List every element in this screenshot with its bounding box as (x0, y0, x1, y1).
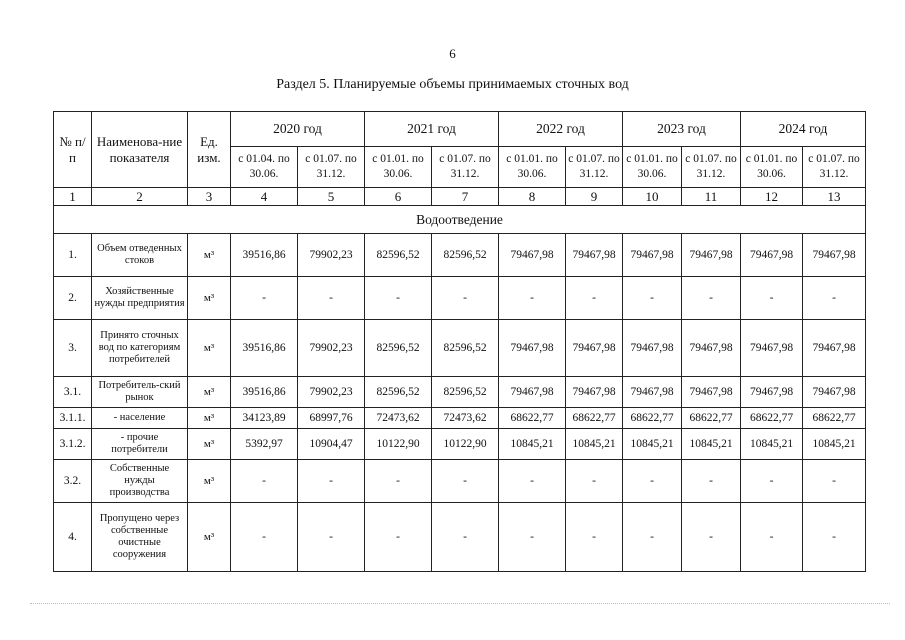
row-value: 10845,21 (682, 429, 741, 460)
row-number: 4. (54, 503, 92, 572)
row-value: - (365, 460, 432, 503)
row-value: - (499, 503, 566, 572)
row-value: 10845,21 (566, 429, 623, 460)
row-value: 39516,86 (231, 377, 298, 408)
header-period: с 01.01. по 30.06. (623, 147, 682, 188)
column-number: 4 (231, 188, 298, 206)
row-value: 79467,98 (499, 320, 566, 377)
column-number: 12 (741, 188, 803, 206)
row-value: - (432, 277, 499, 320)
row-value: 79467,98 (499, 377, 566, 408)
row-value: - (298, 503, 365, 572)
table-row (54, 460, 866, 503)
row-value: 79902,23 (298, 320, 365, 377)
row-value: - (682, 503, 741, 572)
row-value: 68622,77 (741, 408, 803, 429)
planned-volumes-table (53, 111, 866, 572)
table-row (54, 408, 866, 429)
row-value: 10845,21 (499, 429, 566, 460)
row-value: - (298, 277, 365, 320)
table-row (54, 277, 866, 320)
column-number: 13 (803, 188, 866, 206)
row-value: 79467,98 (566, 320, 623, 377)
row-value: 79467,98 (499, 234, 566, 277)
row-value: 79467,98 (623, 320, 682, 377)
header-no: № п/п (54, 112, 92, 188)
header-period: с 01.01. по 30.06. (499, 147, 566, 188)
row-unit: м³ (188, 460, 231, 503)
row-value: - (803, 460, 866, 503)
header-period: с 01.07. по 31.12. (298, 147, 365, 188)
section-label: Водоотведение (54, 206, 866, 234)
header-period: с 01.07. по 31.12. (432, 147, 499, 188)
row-value: 5392,97 (231, 429, 298, 460)
row-number: 3.1.2. (54, 429, 92, 460)
row-value: 79467,98 (682, 377, 741, 408)
header-period: с 01.07. по 31.12. (803, 147, 866, 188)
row-value: 10122,90 (365, 429, 432, 460)
row-value: 79467,98 (741, 234, 803, 277)
scan-edge-divider (30, 603, 890, 604)
row-value: 10122,90 (432, 429, 499, 460)
header-unit: Ед. изм. (188, 112, 231, 188)
row-value: 68622,77 (499, 408, 566, 429)
table-row (54, 234, 866, 277)
column-number: 8 (499, 188, 566, 206)
header-year-2022: 2022 год (499, 112, 623, 147)
header-period: с 01.01. по 30.06. (365, 147, 432, 188)
row-value: 10845,21 (803, 429, 866, 460)
row-name: Хозяйственные нужды предприятия (92, 277, 188, 320)
header-year-2020: 2020 год (231, 112, 365, 147)
row-unit: м³ (188, 429, 231, 460)
row-number: 1. (54, 234, 92, 277)
row-value: 68622,77 (682, 408, 741, 429)
row-value: - (741, 460, 803, 503)
row-value: 72473,62 (365, 408, 432, 429)
row-value: 39516,86 (231, 234, 298, 277)
row-value: - (682, 460, 741, 503)
section-title: Раздел 5. Планируемые объемы принимаемых сточных вод (276, 77, 629, 92)
row-value: - (566, 503, 623, 572)
row-value: 79467,98 (803, 234, 866, 277)
row-number: 3. (54, 320, 92, 377)
row-value: 79467,98 (566, 377, 623, 408)
row-value: 68997,76 (298, 408, 365, 429)
row-value: 79467,98 (803, 377, 866, 408)
table-row (54, 429, 866, 460)
table-row (54, 377, 866, 408)
row-value: 79467,98 (741, 320, 803, 377)
row-value: - (231, 503, 298, 572)
row-value: 79902,23 (298, 234, 365, 277)
row-value: - (741, 503, 803, 572)
row-value: 82596,52 (365, 320, 432, 377)
row-value: 68622,77 (803, 408, 866, 429)
header-name: Наименова-ние показателя (92, 112, 188, 188)
row-unit: м³ (188, 503, 231, 572)
table-row (54, 503, 866, 572)
column-number: 2 (92, 188, 188, 206)
row-value: 82596,52 (432, 320, 499, 377)
row-value: - (682, 277, 741, 320)
row-value: - (432, 503, 499, 572)
row-value: - (298, 460, 365, 503)
row-value: 79467,98 (566, 234, 623, 277)
row-name: Принято сточных вод по категориям потребителей (92, 320, 188, 377)
row-value: - (365, 277, 432, 320)
row-value: 79467,98 (682, 320, 741, 377)
row-value: - (231, 460, 298, 503)
row-value: 82596,52 (365, 377, 432, 408)
row-name: Собственные нужды производства (92, 460, 188, 503)
header-year-2024: 2024 год (741, 112, 866, 147)
row-value: 68622,77 (623, 408, 682, 429)
row-value: 79467,98 (803, 320, 866, 377)
column-number: 10 (623, 188, 682, 206)
row-unit: м³ (188, 377, 231, 408)
row-value: - (566, 277, 623, 320)
row-value: - (566, 460, 623, 503)
header-year-2021: 2021 год (365, 112, 499, 147)
row-value: 39516,86 (231, 320, 298, 377)
row-number: 3.1.1. (54, 408, 92, 429)
row-unit: м³ (188, 408, 231, 429)
row-value: - (741, 277, 803, 320)
header-period: с 01.07. по 31.12. (566, 147, 623, 188)
row-unit: м³ (188, 277, 231, 320)
row-unit: м³ (188, 320, 231, 377)
column-number: 5 (298, 188, 365, 206)
table-row (54, 320, 866, 377)
column-number: 3 (188, 188, 231, 206)
row-value: 82596,52 (432, 377, 499, 408)
row-name: Пропущено через собственные очистные сооружения (92, 503, 188, 572)
row-value: 79467,98 (682, 234, 741, 277)
row-value: 79467,98 (623, 377, 682, 408)
header-period: с 01.07. по 31.12. (682, 147, 741, 188)
column-number: 1 (54, 188, 92, 206)
row-value: - (623, 277, 682, 320)
row-value: - (499, 277, 566, 320)
row-value: 82596,52 (432, 234, 499, 277)
row-name: Объем отведенных стоков (92, 234, 188, 277)
column-number: 7 (432, 188, 499, 206)
row-value: - (803, 277, 866, 320)
row-value: - (623, 503, 682, 572)
row-unit: м³ (188, 234, 231, 277)
page-number: 6 (449, 46, 456, 61)
row-name: - население (92, 408, 188, 429)
row-value: 68622,77 (566, 408, 623, 429)
header-period: с 01.01. по 30.06. (741, 147, 803, 188)
row-value: - (365, 503, 432, 572)
row-value: 10904,47 (298, 429, 365, 460)
column-number: 6 (365, 188, 432, 206)
row-name: - прочие потребители (92, 429, 188, 460)
row-value: 79467,98 (741, 377, 803, 408)
column-number: 9 (566, 188, 623, 206)
row-value: - (432, 460, 499, 503)
header-year-2023: 2023 год (623, 112, 741, 147)
row-value: - (499, 460, 566, 503)
row-value: 34123,89 (231, 408, 298, 429)
row-value: 79467,98 (623, 234, 682, 277)
row-value: - (231, 277, 298, 320)
row-number: 3.1. (54, 377, 92, 408)
row-value: - (803, 503, 866, 572)
row-number: 3.2. (54, 460, 92, 503)
row-value: 10845,21 (741, 429, 803, 460)
row-name: Потребитель-ский рынок (92, 377, 188, 408)
row-value: 10845,21 (623, 429, 682, 460)
row-value: 72473,62 (432, 408, 499, 429)
row-value: 79902,23 (298, 377, 365, 408)
row-value: 82596,52 (365, 234, 432, 277)
header-period: с 01.04. по 30.06. (231, 147, 298, 188)
row-number: 2. (54, 277, 92, 320)
row-value: - (623, 460, 682, 503)
column-number: 11 (682, 188, 741, 206)
